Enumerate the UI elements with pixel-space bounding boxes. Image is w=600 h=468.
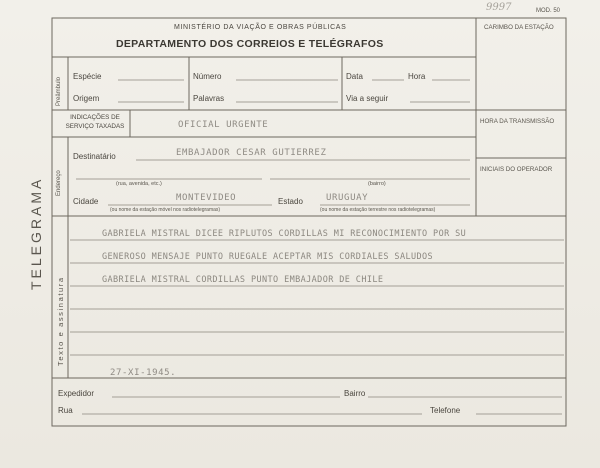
estado-label: Estado — [278, 197, 303, 206]
preamble-side-label: Preâmbulo — [56, 76, 62, 106]
expedidor-label: Expedidor — [58, 389, 95, 398]
estado-value: URUGUAY — [326, 193, 369, 203]
especie-label: Espécie — [73, 72, 102, 81]
bairro-label: Bairro — [344, 389, 366, 398]
street-hint: (rua, avenida, etc.) — [116, 181, 162, 187]
hora-label: Hora — [408, 72, 426, 81]
body-line-1: GABRIELA MISTRAL DICEE RIPLUTOS CORDILLAS MI RECONOCIMIENTO POR SU — [102, 229, 467, 239]
palavras-label: Palavras — [193, 94, 225, 103]
service-label-line2: SERVIÇO TAXADAS — [65, 123, 125, 130]
body-line-2: GENEROSO MENSAJE PUNTO RUEGALE ACEPTAR MIS CORDIALES SALUDOS — [102, 252, 434, 262]
ministry-heading: MINISTÉRIO DA VIAÇÃO E OBRAS PÚBLICAS — [174, 24, 347, 31]
date-stamp: 27-XI-1945. — [110, 368, 177, 378]
cidade-hint: (ou nome da estação móvel nos radiotelegramas) — [110, 207, 221, 213]
numero-label: Número — [193, 72, 222, 81]
body-line-3: GABRIELA MISTRAL CORDILLAS PUNTO EMBAJADOR DE CHILE — [102, 275, 384, 285]
department-heading: DEPARTAMENTO DOS CORREIOS E TELÉGRAFOS — [116, 38, 384, 50]
cidade-label: Cidade — [73, 197, 99, 206]
via-label: Via a seguir — [346, 94, 389, 103]
operator-initials-label: INICIAIS DO OPERADOR — [480, 166, 553, 173]
model-number: MOD. 50 — [536, 8, 561, 14]
cidade-value: MONTEVIDEO — [176, 193, 237, 203]
data-label: Data — [346, 72, 363, 81]
body-side-label: Texto e assinatura — [56, 276, 65, 366]
service-value: OFICIAL URGENTE — [178, 120, 269, 130]
rua-label: Rua — [58, 406, 73, 415]
telefone-label: Telefone — [430, 406, 461, 415]
telegram-side-title: TELEGRAMA — [28, 176, 44, 290]
address-side-label: Endereço — [56, 170, 62, 196]
destinatario-label: Destinatário — [73, 152, 116, 161]
destinatario-value: EMBAJADOR CESAR GUTIERREZ — [176, 148, 327, 158]
origem-label: Origem — [73, 94, 100, 103]
service-label-line1: INDICAÇÕES DE — [70, 114, 120, 121]
handwritten-number: 9997 — [486, 2, 512, 13]
estado-hint: (ou nome da estação terrestre nos radiotelegramas) — [320, 207, 436, 213]
station-stamp-label: CARIMBO DA ESTAÇÃO — [484, 24, 554, 31]
district-hint: (bairro) — [368, 181, 386, 187]
transmission-time-label: HORA DA TRANSMISSÃO — [480, 118, 555, 125]
